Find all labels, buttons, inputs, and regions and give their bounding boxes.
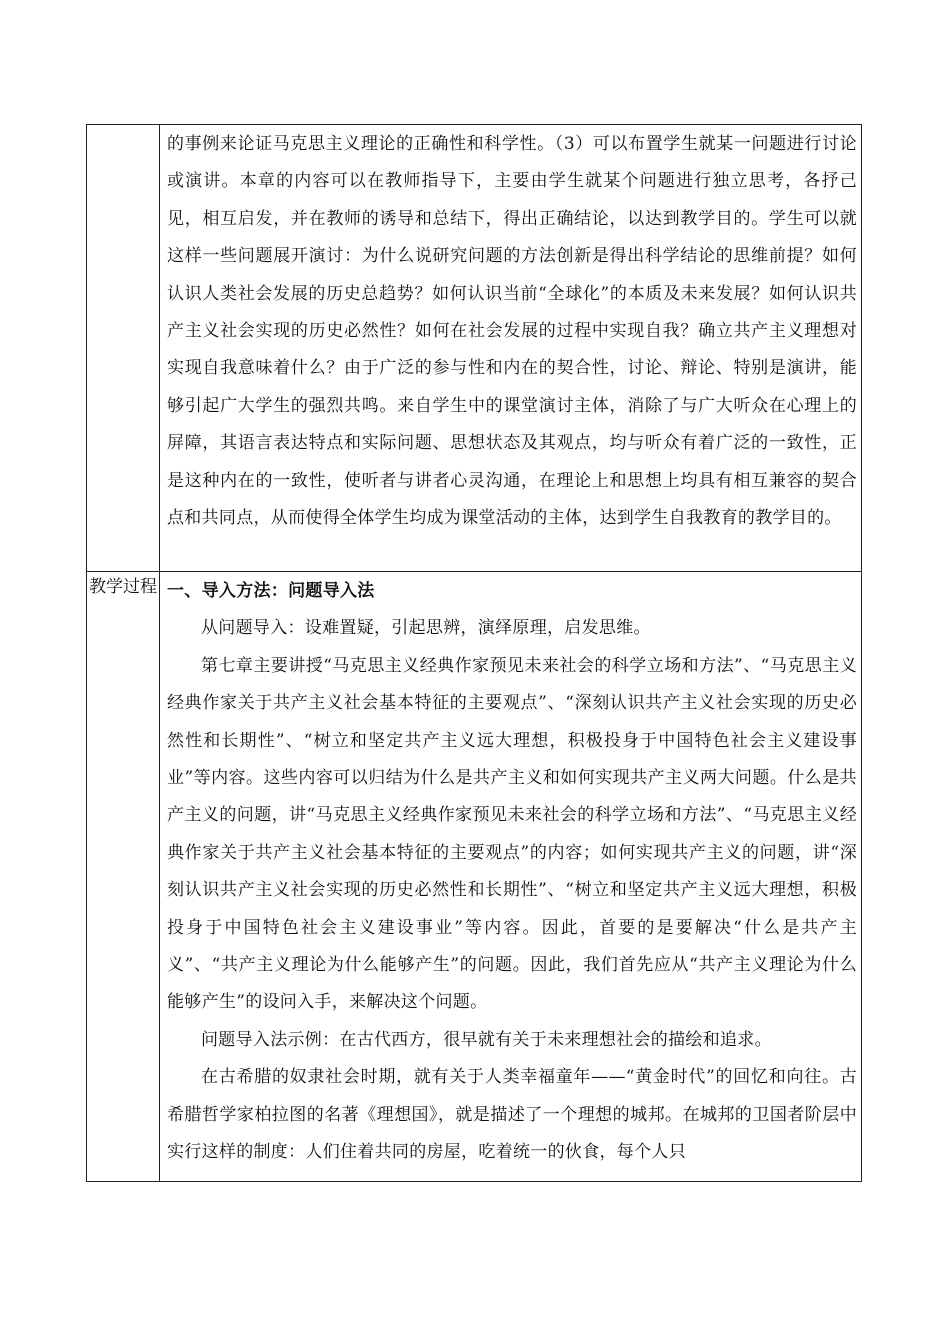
paragraph-chapter-seven: 第七章主要讲授“马克思主义经典作家预见未来社会的科学立场和方法”、“马克思主义经典作家关于共产主义社会基本特征的主要观点”、“深刻认识共产主义社会实现的历史必然性和长期性”、“树立和坚定共产主义远大理想，积极投身于中国特色社会主义建设事业”等内容。这些内容可以归结为什么是共产主义和如何实现共产主义两大问题。什么是共产主义的问题，讲“马克思主义经典作家预见未来社会的科学立场和方法”、“马克思主义经典作家关于共产主义社会基本特征的主要观点”的内容；如何实现共产主义的问题，讲“深刻认识共产主义社会实现的历史必然性和长期性”、“树立和坚定共产主义远大理想，积极投身于中国特色社会主义建设事业”等内容。因此，首要的是要解决“什么是共产主义”、“共产主义理论为什么能够产生”的问题。因此，我们首先应从“共产主义理论为什么能够产生”的设问入手，来解决这个问题。 bbox=[167, 655, 857, 1013]
paragraph-intro: 从问题导入：设难置疑，引起思辨，演绎原理，启发思维。 bbox=[201, 618, 651, 639]
paragraph-example: 问题导入法示例：在古代西方，很早就有关于未来理想社会的描绘和追求。 bbox=[201, 1029, 772, 1050]
row1-content-cell bbox=[167, 126, 857, 537]
row2-label-teaching-process: 教学过程 bbox=[89, 577, 157, 597]
section-heading: 一、导入方法：问题导入法 bbox=[167, 581, 375, 601]
lesson-plan-table bbox=[86, 124, 862, 1182]
row-divider bbox=[87, 571, 861, 572]
column-divider bbox=[159, 125, 160, 1181]
paragraph-ancient-greece: 在古希腊的奴隶社会时期，就有关于人类幸福童年——“黄金时代”的回忆和向往。古希腊哲学家柏拉图的名著《理想国》，就是描述了一个理想的城邦。在城邦的卫国者阶层中实行这样的制度：人们住着共同的房屋，吃着统一的伙食，每个人只 bbox=[167, 1067, 857, 1163]
row2-content-cell bbox=[167, 573, 857, 1172]
row1-paragraph: 的事例来论证马克思主义理论的正确性和科学性。（3）可以布置学生就某一问题进行讨论或演讲。本章的内容可以在教师指导下，主要由学生就某个问题进行独立思考，各抒己见，相互启发，并在教师的诱导和总结下，得出正确结论，以达到教学目的。学生可以就这样一些问题展开演讨：为什么说研究问题的方法创新是得出科学结论的思维前提？如何认识人类社会发展的历史总趋势？如何认识当前“全球化”的本质及未来发展？如何认识共产主义社会实现的历史必然性？如何在社会发展的过程中实现自我？确立共产主义理想对实现自我意味着什么？由于广泛的参与性和内在的契合性，讨论、辩论、特别是演讲，能够引起广大学生的强烈共鸣。来自学生中的课堂演讨主体，消除了与广大听众在心理上的屏障，其语言表达特点和实际问题、思想状态及其观点，均与听众有着广泛的一致性，正是这种内在的一致性，使听者与讲者心灵沟通，在理论上和思想上均具有相互兼容的契合点和共同点，从而使得全体学生均成为课堂活动的主体，达到学生自我教育的教学目的。 bbox=[167, 134, 857, 529]
